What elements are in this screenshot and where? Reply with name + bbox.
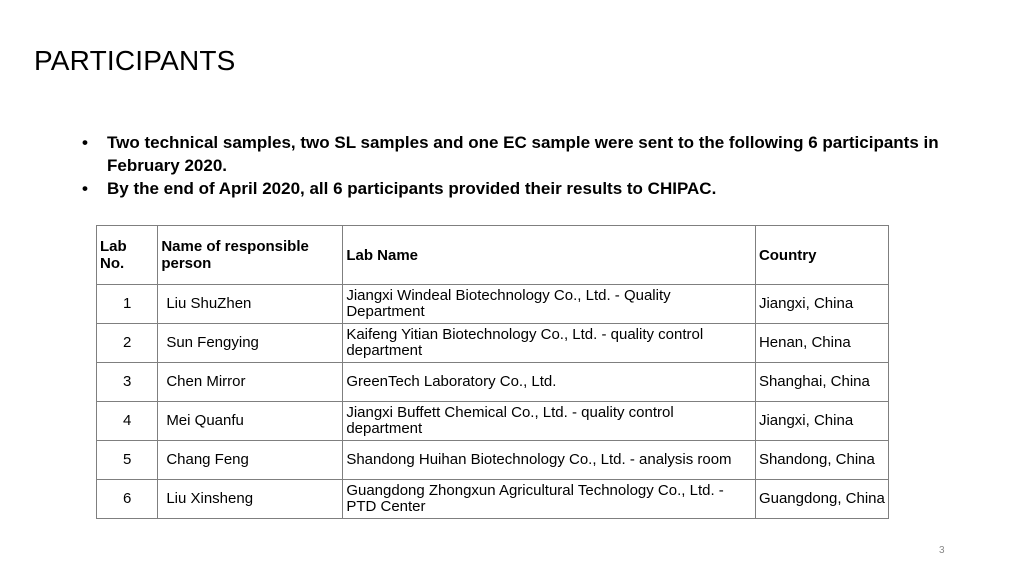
bullet-list: [82, 131, 942, 200]
header-responsible-person: Name of responsible person: [158, 226, 343, 285]
table-row: [97, 324, 889, 363]
cell-lab-name: Kaifeng Yitian Biotechnology Co., Ltd. - quality control department: [343, 324, 756, 363]
header-lab-no: Lab No.: [97, 226, 158, 285]
cell-lab-no: 4: [97, 402, 158, 441]
header-lab-name: Lab Name: [343, 226, 756, 285]
participants-table: [96, 225, 889, 519]
table-row: [97, 441, 889, 480]
table-row: [97, 285, 889, 324]
bullet-marker: •: [82, 133, 88, 152]
cell-person: Chang Feng: [158, 441, 343, 480]
cell-lab-no: 1: [97, 285, 158, 324]
bullet-marker: •: [82, 179, 88, 198]
table-row: [97, 363, 889, 402]
cell-lab-no: 2: [97, 324, 158, 363]
header-country: Country: [755, 226, 888, 285]
bullet-item: [82, 177, 942, 200]
cell-country: Guangdong, China: [755, 480, 888, 519]
cell-person: Liu Xinsheng: [158, 480, 343, 519]
cell-country: Jiangxi, China: [755, 402, 888, 441]
page-number: 3: [939, 545, 945, 556]
bullet-text: By the end of April 2020, all 6 participants provided their results to CHIPAC.: [107, 179, 717, 198]
cell-lab-name: Jiangxi Windeal Biotechnology Co., Ltd. - Quality Department: [343, 285, 756, 324]
cell-country: Shandong, China: [755, 441, 888, 480]
cell-lab-no: 3: [97, 363, 158, 402]
slide-title: PARTICIPANTS: [34, 45, 236, 76]
table-header-row: [97, 226, 889, 285]
table-row: [97, 402, 889, 441]
cell-lab-no: 5: [97, 441, 158, 480]
cell-country: Henan, China: [755, 324, 888, 363]
cell-lab-name: Shandong Huihan Biotechnology Co., Ltd. - analysis room: [343, 441, 756, 480]
bullet-item: [82, 131, 942, 177]
cell-lab-no: 6: [97, 480, 158, 519]
cell-lab-name: Guangdong Zhongxun Agricultural Technology Co., Ltd. - PTD Center: [343, 480, 756, 519]
cell-lab-name: Jiangxi Buffett Chemical Co., Ltd. - quality control department: [343, 402, 756, 441]
cell-country: Jiangxi, China: [755, 285, 888, 324]
cell-country: Shanghai, China: [755, 363, 888, 402]
cell-lab-name: GreenTech Laboratory Co., Ltd.: [343, 363, 756, 402]
cell-person: Sun Fengying: [158, 324, 343, 363]
cell-person: Mei Quanfu: [158, 402, 343, 441]
table-row: [97, 480, 889, 519]
cell-person: Chen Mirror: [158, 363, 343, 402]
cell-person: Liu ShuZhen: [158, 285, 343, 324]
bullet-text: Two technical samples, two SL samples and one EC sample were sent to the following 6 participants in February 2020.: [107, 133, 939, 175]
